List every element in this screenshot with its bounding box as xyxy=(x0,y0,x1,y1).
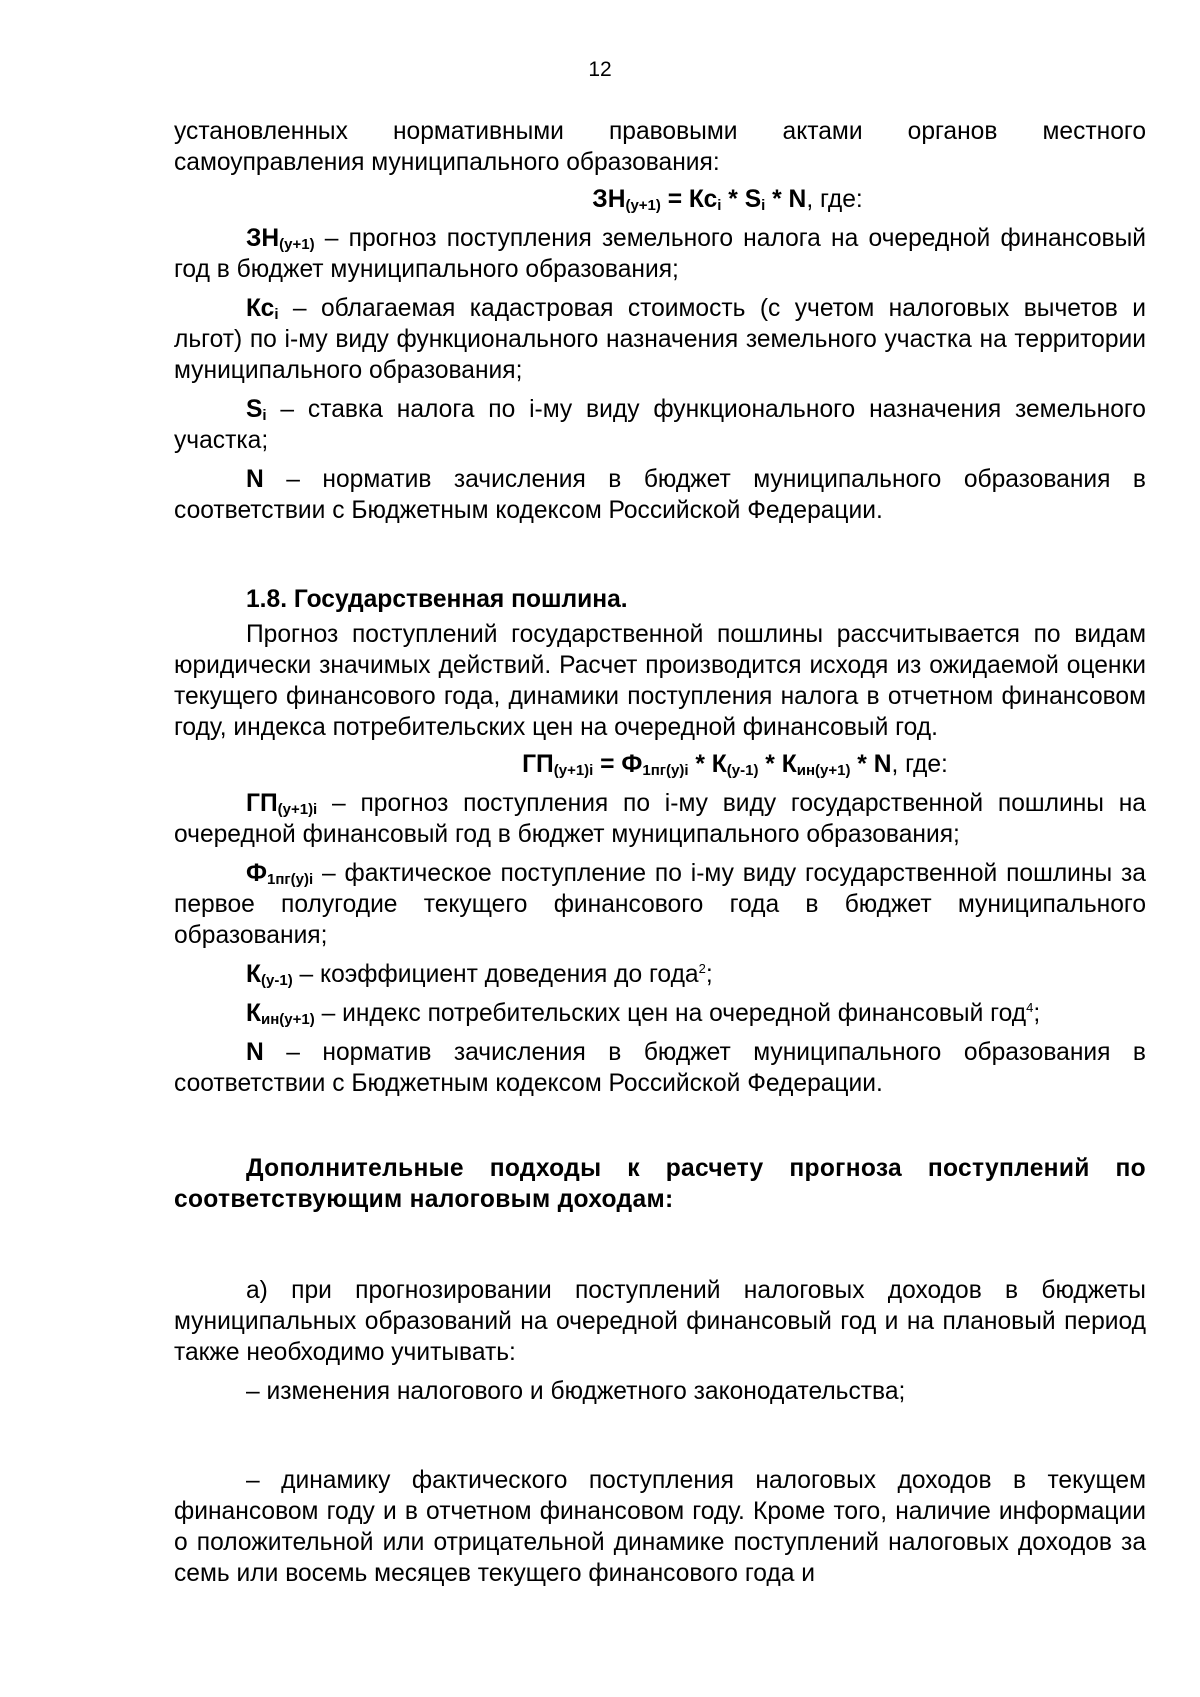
section-title-1-8: 1.8. Государственная пошлина. xyxy=(246,586,628,613)
def-kc: $Кс_i$ – облагаемая кадастровая стоимость (с учетом налоговых вычетов и льгот) по i-му виду функционального назначения земельного участка на территории муниципального образования; xyxy=(174,295,1146,384)
def-s: $S_i$ – ставка налога по i-му виду функционального назначения земельного участка; xyxy=(174,396,1146,454)
intro-paragraph: установленных нормативными правовыми актами органов местного самоуправления муниципального образования: xyxy=(174,118,1146,176)
def-n-2: N – норматив зачисления в бюджет муниципального образования в соответствии с Бюджетным кодексом Российской Федерации. xyxy=(174,1039,1146,1097)
def-zn: $ЗН_{(у+1)}$ – прогноз поступления земельного налога на очередной финансовый год в бюджет муниципального образования; xyxy=(174,225,1146,283)
section-1-8-paragraph: Прогноз поступлений государственной пошлины рассчитывается по видам юридически значимых действий. Расчет производится исходя из ожидаемой оценки текущего финансового года, динамики поступления налога в отчетном финансовом году, индекса потребительских цен на очередной финансовый год. xyxy=(174,621,1146,741)
def-gp: $ГП_{(у+1)i}$ – прогноз поступления по i-му виду государственной пошлины на очередной финансовый год в бюджет муниципального образования; xyxy=(174,790,1146,848)
footnote-ref-2: 2 xyxy=(698,961,706,976)
def-kin: $К_{ин(у+1)}$ – индекс потребительских цен на очередной финансовый год$^4$; xyxy=(246,1000,1041,1028)
document-body xyxy=(174,116,1146,1589)
state-duty-formula: $ГП_{(у+1)i} = Ф_{1пг(у)i} * К_{(у-1)} * К_{ин(у+1)} * N$, где: xyxy=(522,751,948,779)
item-a-paragraph: а) при прогнозировании поступлений налоговых доходов в бюджеты муниципальных образований на очередной финансовый год и на плановый период также необходимо учитывать: xyxy=(174,1277,1146,1366)
bullet-revenue-dynamics: – динамику фактического поступления налоговых доходов в текущем финансовом году и в отчетном финансовом году. Кроме того, наличие информации о положительной или отрицательной динамике поступлений налоговых доходов за семь или восемь месяцев текущего финансового года и xyxy=(174,1467,1146,1587)
def-k: $К_{(у-1)}$ – коэффициент доведения до года$^2$; xyxy=(246,961,713,989)
page-number: 12 xyxy=(588,58,612,81)
def-f: $Ф_{1пг(у)i}$ – фактическое поступление по i-му виду государственной пошлины за первое полугодие текущего финансового года в бюджет муниципального образования; xyxy=(174,860,1146,949)
bullet-legislation-changes: – изменения налогового и бюджетного законодательства; xyxy=(246,1378,906,1405)
land-tax-formula: $ЗН_{(у+1)} = Кс_i * S_i * N$, где: xyxy=(592,186,863,214)
footnote-ref-4: 4 xyxy=(1026,1000,1034,1015)
additional-approaches-title: Дополнительные подходы к расчету прогноза поступлений по соответствующим налоговым доходам: xyxy=(174,1155,1146,1213)
def-n-1: N – норматив зачисления в бюджет муниципального образования в соответствии с Бюджетным кодексом Российской Федерации. xyxy=(174,466,1146,524)
